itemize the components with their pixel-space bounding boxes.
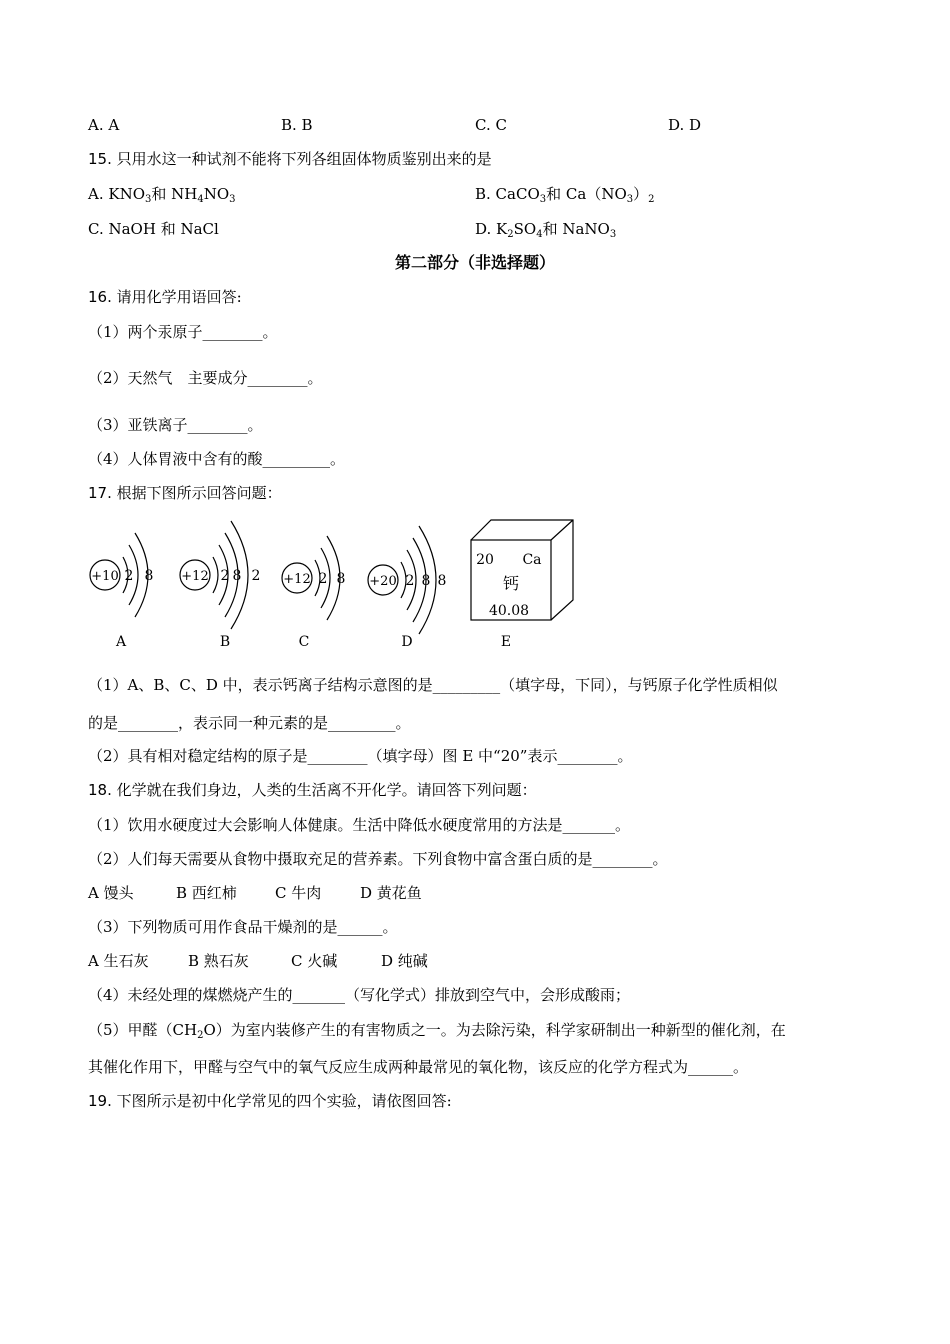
q17-sub2: （2）具有相对稳定结构的原子是________（填字母）图 E 中“20”表示________。 <box>88 747 633 765</box>
q14-option-d: D. D <box>668 116 702 134</box>
electron-count: 8 <box>144 568 154 584</box>
q17-stem <box>88 483 282 503</box>
figure-label-b: B <box>219 634 231 650</box>
nucleus-label: +12 <box>283 572 311 587</box>
question-text: （5）甲醛（CH <box>88 1021 198 1039</box>
electron-count: 8 <box>437 573 447 589</box>
q16-item-4: （4）人体胃液中含有的酸_________。 <box>88 450 346 468</box>
q18-sub3: （3）下列物质可用作食品干燥剂的是______。 <box>88 918 398 936</box>
question-number: 15. <box>88 150 112 168</box>
subscript: 2 <box>648 194 655 205</box>
option-text: 和 NH <box>151 185 198 203</box>
option-text: A. KNO <box>88 185 145 203</box>
nucleus-label: +20 <box>369 574 397 589</box>
option-text: NO <box>203 185 230 203</box>
q16-item-3: （3）亚铁离子________。 <box>88 416 263 434</box>
q18-sub2-option-a: A 馒头 <box>88 884 134 902</box>
element-symbol: Ca <box>522 552 542 568</box>
question-text: 请用化学用语回答: <box>116 288 242 306</box>
electron-count: 2 <box>251 568 261 584</box>
option-text: SO <box>513 220 537 238</box>
q14-option-c: C. C <box>475 116 507 134</box>
q15-option-d <box>475 219 616 239</box>
q18-sub2-option-c: C 牛肉 <box>275 884 322 902</box>
q18-sub4: （4）未经处理的煤燃烧产生的_______（写化学式）排放到空气中，会形成酸雨； <box>88 986 631 1004</box>
question-number: 17. <box>88 484 112 502</box>
subscript: 3 <box>145 194 152 205</box>
q17-sub1-line1: （1）A、B、C、D 中，表示钙离子结构示意图的是_________（填字母，下同），与钙原子化学性质相似 <box>88 676 778 694</box>
q19-stem <box>88 1091 452 1111</box>
q18-sub5-line2: 其催化作用下，甲醛与空气中的氧气反应生成两种最常见的氧化物，该反应的化学方程式为______。 <box>88 1058 749 1076</box>
q15-option-b <box>475 184 655 204</box>
subscript: 3 <box>609 229 617 240</box>
section-title: 第二部分（非选择题） <box>394 253 555 272</box>
question-number: 16. <box>88 288 112 306</box>
question-text: 根据下图所示回答问题： <box>116 484 282 502</box>
electron-count: 2 <box>220 568 230 584</box>
q18-sub2-option-b: B 西红柿 <box>176 884 237 902</box>
q16-item-2: （2）天然气 主要成分________。 <box>88 369 323 387</box>
subscript: 2 <box>197 1030 204 1041</box>
q16-stem <box>88 287 242 307</box>
atom-structure-figure <box>85 515 595 655</box>
q15-option-a <box>88 184 236 204</box>
electron-count: 8 <box>336 571 346 587</box>
subscript: 4 <box>197 194 204 205</box>
electron-count: 2 <box>124 568 134 584</box>
q14-option-b: B. B <box>281 116 313 134</box>
question-text: 下图所示是初中化学常见的四个实验，请依图回答: <box>116 1092 452 1110</box>
subscript: 3 <box>626 194 634 205</box>
electron-count: 2 <box>318 571 328 587</box>
subscript: 4 <box>536 229 543 240</box>
figure-label-c: C <box>298 634 310 650</box>
figure-label-a: A <box>115 634 127 650</box>
subscript: 3 <box>229 194 236 205</box>
question-text: 只用水这一种试剂不能将下列各组固体物质鉴别出来的是 <box>116 150 492 168</box>
q14-option-a: A. A <box>88 116 120 134</box>
option-text: B. CaCO <box>475 185 540 203</box>
q18-sub3-option-d: D 纯碱 <box>381 952 428 970</box>
q17-sub1-line2: 的是________，表示同一种元素的是_________。 <box>88 714 411 732</box>
nucleus-label: +12 <box>181 569 209 584</box>
q15-stem <box>88 149 492 169</box>
q18-sub1: （1）饮用水硬度过大会影响人体健康。生活中降低水硬度常用的方法是_______。 <box>88 816 631 834</box>
figure-label-e: E <box>500 634 512 650</box>
question-number: 18. <box>88 781 112 799</box>
q18-stem <box>88 780 537 800</box>
question-text: 化学就在我们身边，人类的生活离不开化学。请回答下列问题： <box>116 781 537 799</box>
subscript: 3 <box>539 194 547 205</box>
electron-count: 2 <box>405 573 415 589</box>
q18-sub5-line1 <box>88 1020 786 1040</box>
option-text: 和 Ca（NO <box>546 185 627 203</box>
electron-count: 8 <box>232 568 242 584</box>
option-text: ） <box>633 185 649 203</box>
atomic-mass: 40.08 <box>488 603 530 619</box>
electron-count: 8 <box>421 573 431 589</box>
q18-sub3-option-b: B 熟石灰 <box>188 952 249 970</box>
figure-label-d: D <box>401 634 413 650</box>
q18-sub3-option-c: C 火碱 <box>291 952 338 970</box>
option-text: D. K <box>475 220 508 238</box>
q18-sub3-option-a: A 生石灰 <box>88 952 149 970</box>
q18-sub2-option-d: D 黄花鱼 <box>360 884 422 902</box>
option-text: 和 NaNO <box>542 220 610 238</box>
atomic-number: 20 <box>476 552 494 568</box>
element-name: 钙 <box>502 574 520 593</box>
q15-option-c: C. NaOH 和 NaCl <box>88 220 219 238</box>
q16-item-1: （1）两个汞原子________。 <box>88 323 278 341</box>
q18-sub2: （2）人们每天需要从食物中摄取充足的营养素。下列食物中富含蛋白质的是________。 <box>88 850 668 868</box>
question-number: 19. <box>88 1092 112 1110</box>
shell-arc <box>213 557 218 593</box>
nucleus-label: +10 <box>91 569 119 584</box>
question-text: O）为室内装修产生的有害物质之一。为去除污染，科学家研制出一种新型的催化剂，在 <box>203 1021 786 1039</box>
subscript: 2 <box>507 229 514 240</box>
